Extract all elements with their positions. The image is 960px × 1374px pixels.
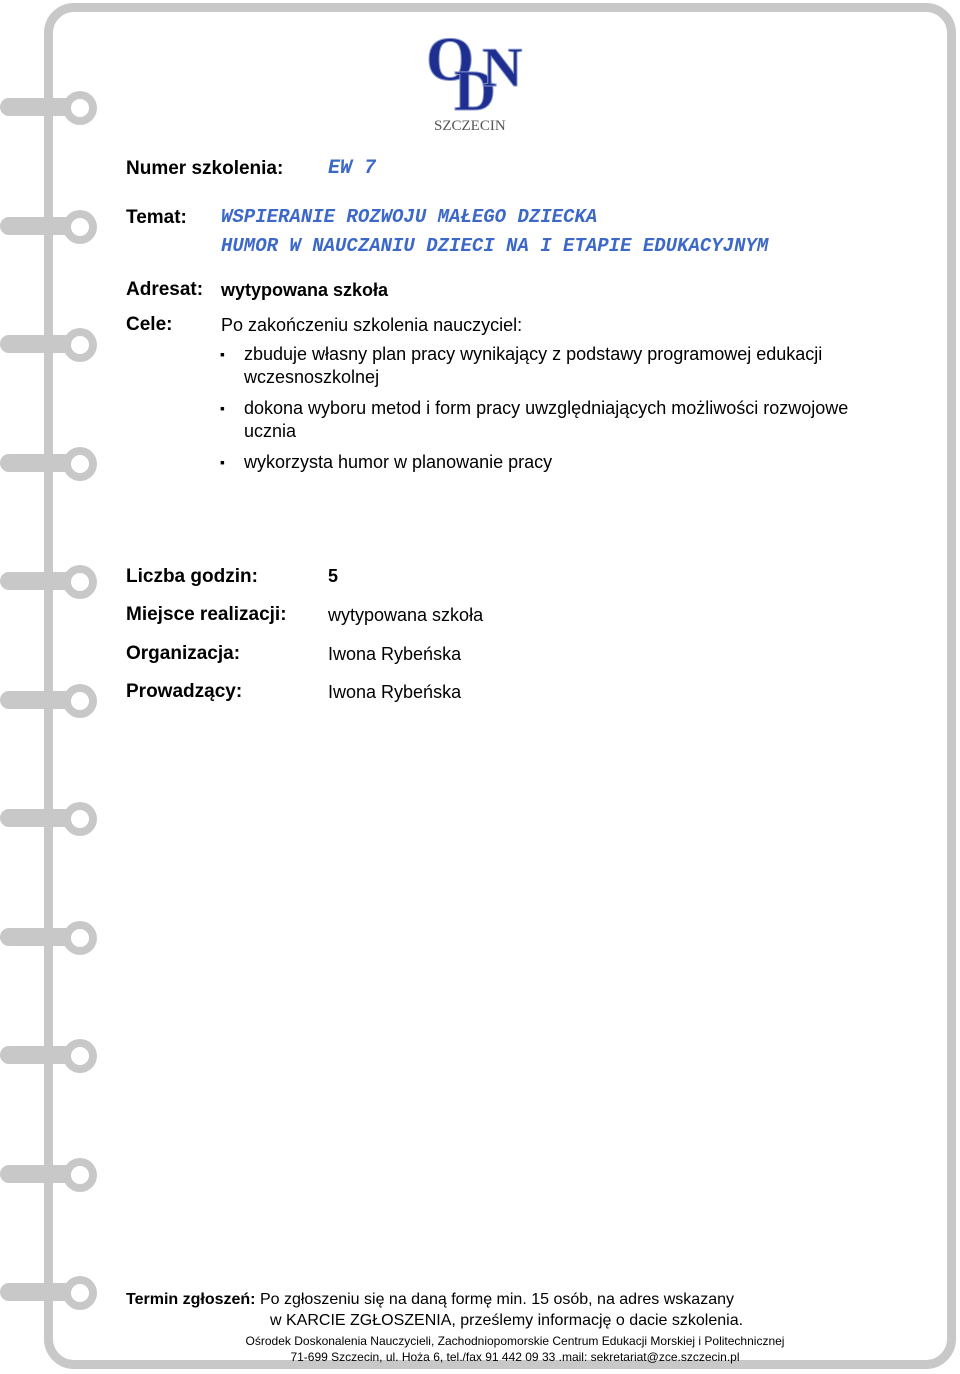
binder-ring [0, 325, 102, 365]
svg-text:O: O [426, 26, 475, 94]
bullet-icon: ▪ [220, 454, 225, 470]
prowadzacy-label: Prowadzący: [126, 681, 243, 702]
binder-ring [0, 1273, 102, 1313]
miejsce-label: Miejsce realizacji: [126, 604, 287, 625]
adresat-value: wytypowana szkoła [221, 280, 389, 300]
cele-intro: Po zakończeniu szkolenia nauczyciel: [221, 315, 523, 335]
organizacja-label: Organizacja: [126, 643, 241, 664]
binder-ring [0, 918, 102, 958]
goal-text-line1: zbuduje własny plan pracy wynikający z podstawy programowej edukacji [244, 344, 823, 364]
binder-ring [0, 444, 102, 484]
goal-item [220, 451, 894, 474]
footer-org-line2: 71-699 Szczecin, ul. Hoża 6, tel./fax 91 442 09 33 .mail: sekretariat@zce.szczecin.pl [290, 1350, 740, 1364]
cele-label: Cele: [126, 314, 173, 335]
temat-label: Temat: [126, 207, 187, 228]
prowadzacy-value: Iwona Rybeńska [328, 682, 462, 702]
goal-item [220, 343, 894, 389]
logo-city: SZCZECIN [434, 118, 506, 134]
binder-ring [0, 799, 102, 839]
binder-ring [0, 1155, 102, 1195]
godzin-label: Liczba godzin: [126, 566, 258, 587]
footer-org-line1: Ośrodek Doskonalenia Nauczycieli, Zachodniopomorskie Centrum Edukacji Morskiej i Politechnicznej [245, 1334, 785, 1348]
termin-text-2: w KARCIE ZGŁOSZENIA, prześlemy informację o dacie szkolenia. [270, 1312, 744, 1329]
organizacja-value: Iwona Rybeńska [328, 644, 462, 664]
goal-text-line1: wykorzysta humor w planowanie pracy [244, 452, 553, 472]
binder-ring [0, 1036, 102, 1076]
temat-line-1: WSPIERANIE ROZWOJU MAŁEGO DZIECKA [221, 206, 598, 228]
goal-item [220, 397, 894, 443]
termin-text-1: Po zgłoszeniu się na daną formę min. 15 osób, na adres wskazany [259, 1291, 734, 1308]
svg-text:D: D [454, 58, 496, 123]
termin-line-1 [126, 1291, 734, 1309]
adresat-label: Adresat: [126, 279, 204, 300]
numer-label: Numer szkolenia: [126, 158, 284, 179]
godzin-value: 5 [328, 566, 339, 586]
binder-ring [0, 562, 102, 602]
binder-ring [0, 681, 102, 721]
goal-text-line2: wczesnoszkolnej [244, 367, 380, 387]
termin-label: Termin zgłoszeń: [126, 1291, 256, 1308]
odn-logo [420, 18, 536, 136]
binder-ring [0, 88, 102, 128]
binder-ring [0, 207, 102, 247]
goal-text-line1: dokona wyboru metod i form pracy uwzględniających możliwości rozwojowe [244, 398, 849, 418]
numer-value: EW 7 [328, 157, 377, 180]
miejsce-value: wytypowana szkoła [328, 605, 484, 625]
bullet-icon: ▪ [220, 346, 225, 362]
svg-text:N: N [482, 37, 523, 99]
goal-text-line2: ucznia [244, 421, 297, 441]
bullet-icon: ▪ [220, 400, 225, 416]
temat-line-2: HUMOR W NAUCZANIU DZIECI NA I ETAPIE EDUKACYJNYM [221, 235, 769, 257]
